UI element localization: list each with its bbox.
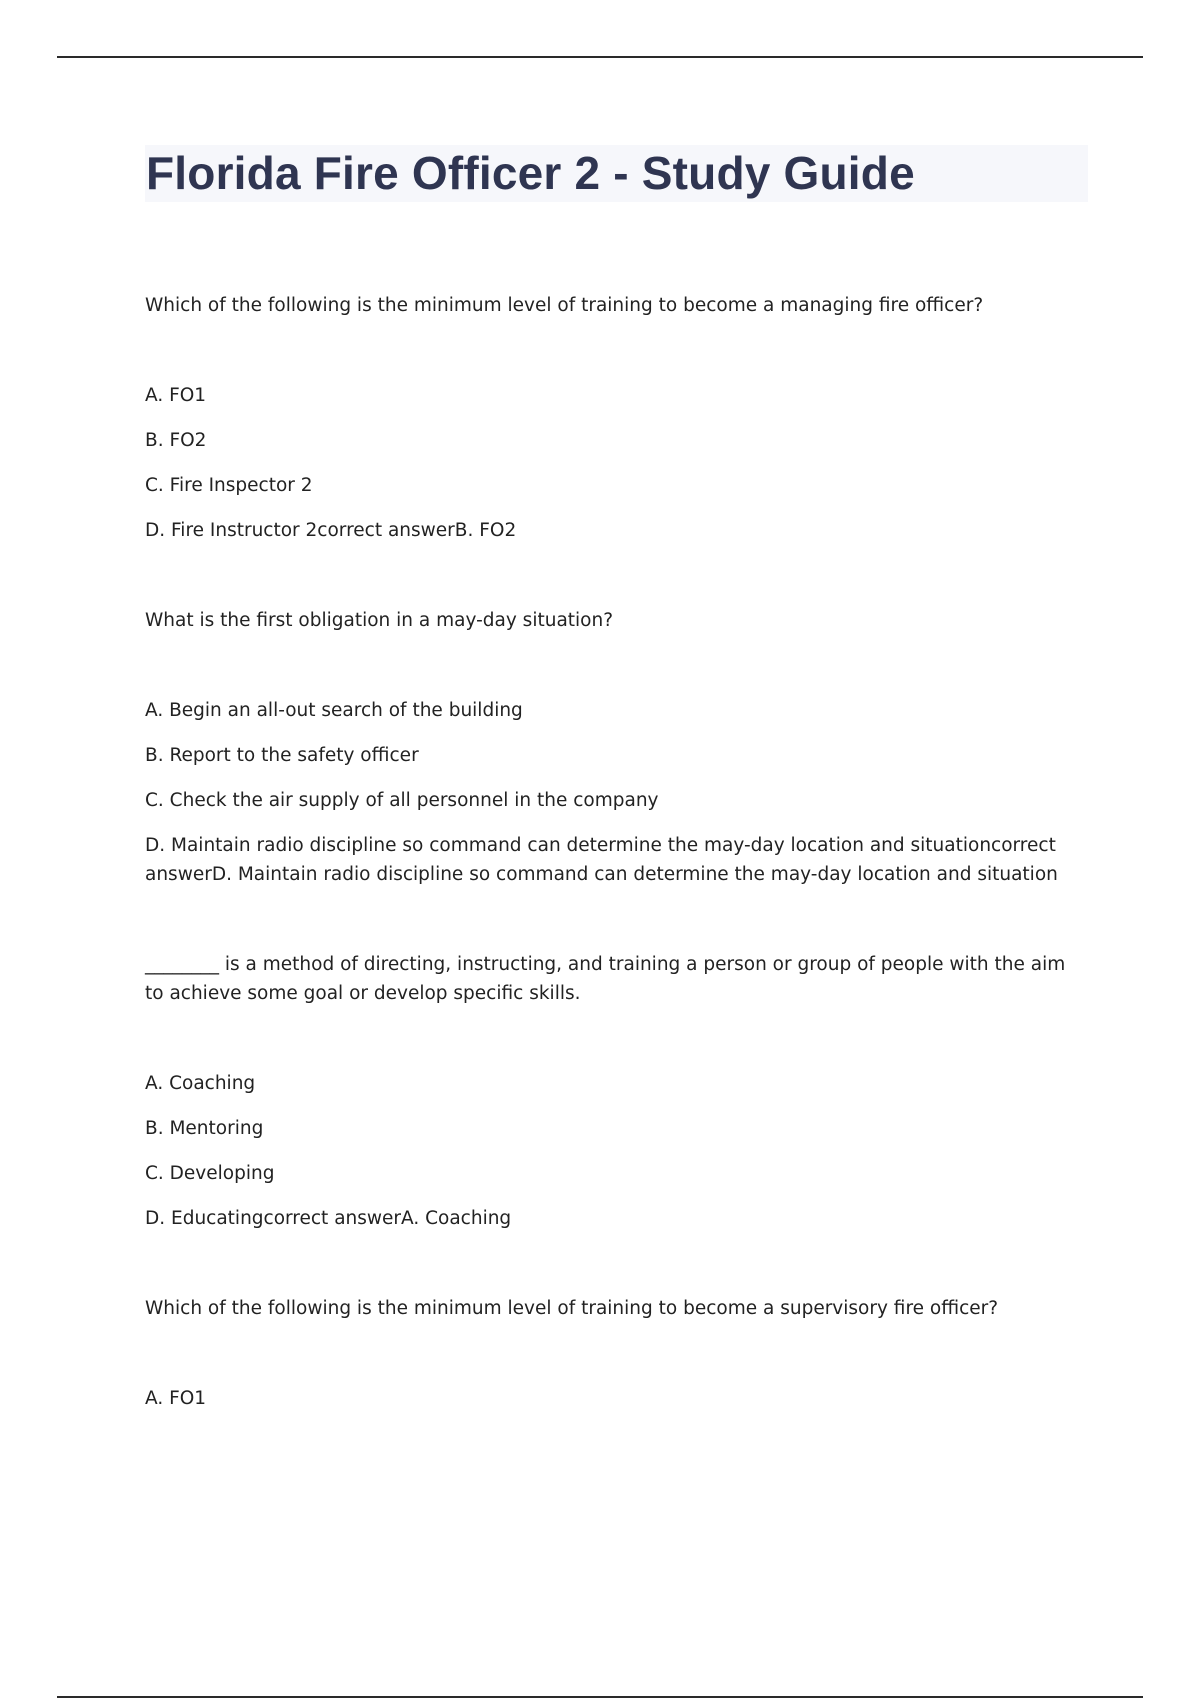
header-rule [57,56,1143,58]
question-prompt: What is the first obligation in a may-day situation? [145,610,614,631]
question-prompt [145,950,1075,1008]
answer-option: D. Maintain radio discipline so command can determine the may-day location and situationcorrect answerD. Maintain radio discipline so command can determine the may-day location and situation [145,835,1058,885]
footer-rule [57,1696,1143,1698]
question-block-4 [145,1294,1075,1413]
answer-options [145,696,1075,889]
answer-option: D. Educatingcorrect answerA. Coaching [145,1208,512,1229]
question-prompt: Which of the following is the minimum level of training to become a managing fire officer? [145,295,984,316]
study-guide-body [145,291,1075,1474]
answer-option: A. Begin an all-out search of the building [145,700,523,721]
answer-option: B. Mentoring [145,1118,264,1139]
fill-in-blank: ________ [145,954,219,975]
answer-option: C. Developing [145,1163,275,1184]
answer-option: A. FO1 [145,385,207,406]
answer-options [145,1384,1075,1413]
answer-option: B. Report to the safety officer [145,745,419,766]
answer-option: D. Fire Instructor 2correct answerB. FO2 [145,520,517,541]
answer-options [145,381,1075,545]
answer-option: A. Coaching [145,1073,256,1094]
page-title: Florida Fire Officer 2 - Study Guide [146,147,915,199]
question-block-3 [145,950,1075,1233]
answer-option: C. Fire Inspector 2 [145,475,313,496]
question-prompt-text: is a method of directing, instructing, and training a person or group of people with the aim to achieve some goal or develop specific skills. [145,954,1066,1004]
answer-option: B. FO2 [145,430,207,451]
question-prompt: Which of the following is the minimum level of training to become a supervisory fire officer? [145,1298,999,1319]
answer-option: A. FO1 [145,1388,207,1409]
question-block-2 [145,606,1075,889]
question-block-1 [145,291,1075,545]
answer-options [145,1069,1075,1233]
answer-option: C. Check the air supply of all personnel in the company [145,790,659,811]
